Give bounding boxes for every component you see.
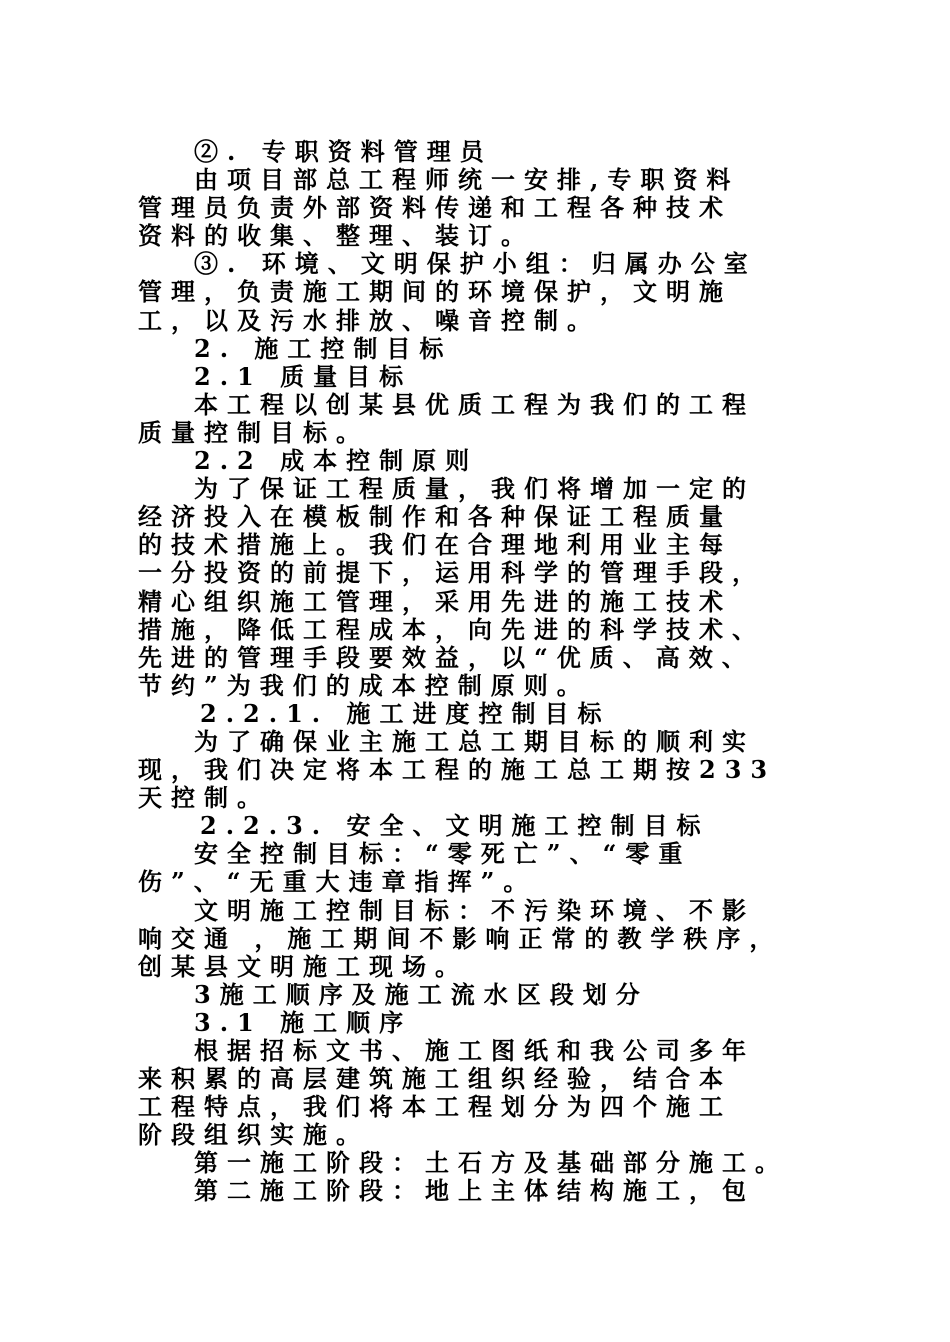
paragraph-line: 现，我们决定将本工程的施工总工期按233 [138,755,777,785]
paragraph-line: 工程特点，我们将本工程划分为四个施工 [138,1092,732,1122]
paragraph-line: 由项目部总工程师统一安排,专职资料 [194,165,740,195]
paragraph-line: 阶段组织实施。 [138,1120,369,1150]
paragraph-line: 措施，降低工程成本，向先进的科学技术、 [138,614,765,644]
paragraph-line: 质量控制目标。 [138,417,369,447]
section-heading-2-2-3: 2.2.3. 安全、文明施工控制目标 [200,811,710,841]
paragraph-line: 精心组织施工管理，采用先进的施工技术 [138,586,732,616]
paragraph-line: 响交通 ，施工期间不影响正常的教学秩序， [138,923,783,953]
paragraph-line: 来积累的高层建筑施工组织经验，结合本 [138,1064,732,1094]
paragraph-line: 资料的收集、整理、装订。 [138,221,534,251]
paragraph-line: 创某县文明施工现场。 [138,951,468,981]
heading-records-manager: ②. 专职资料管理员 [194,137,493,166]
section-heading-2-2: 2.2 成本控制原则 [194,446,479,476]
paragraph-line: 管理员负责外部资料传递和工程各种技术 [138,193,732,223]
document-body [138,138,838,1206]
heading-environment-group: ③. 环境、文明保护小组：归属办公室 [194,249,757,279]
paragraph-line: 第二施工阶段：地上主体结构施工，包 [194,1176,755,1206]
paragraph-line: 节约”为我们的成本控制原则。 [138,670,590,700]
paragraph-line: 为了保证工程质量，我们将增加一定的 [194,474,755,504]
paragraph-line: 为了确保业主施工总工期目标的顺利实 [194,726,755,756]
paragraph-line: 第一施工阶段：土石方及基础部分施工。 [194,1148,788,1178]
paragraph-line: 伤”、“无重大违章指挥”。 [138,867,537,897]
section-heading-2: 2. 施工控制目标 [194,333,453,363]
paragraph-line: 工，以及污水排放、噪音控制。 [138,305,600,335]
paragraph-line: 的技术措施上。我们在合理地利用业主每 [138,530,732,560]
section-heading-3-1: 3.1 施工顺序 [194,1007,413,1037]
paragraph-line: 一分投资的前提下，运用科学的管理手段， [138,558,765,588]
paragraph-line: 本工程以创某县优质工程为我们的工程 [194,389,755,419]
paragraph-line: 经济投入在模板制作和各种保证工程质量 [138,502,732,532]
section-heading-2-1: 2.1 质量目标 [194,361,413,391]
section-heading-3: 3施工顺序及施工流水区段划分 [194,979,649,1009]
paragraph-line: 安全控制目标：“零死亡”、“零重 [194,839,692,869]
section-heading-2-2-1: 2.2.1. 施工进度控制目标 [200,698,611,728]
paragraph-line: 根据招标文书、施工图纸和我公司多年 [194,1036,755,1065]
paragraph-line: 先进的管理手段要效益，以“优质、高效、 [138,642,755,672]
paragraph-line: 天控制。 [138,783,270,813]
paragraph-line: 管理，负责施工期间的环境保护，文明施 [138,277,732,307]
paragraph-line: 文明施工控制目标：不污染环境、不影 [194,895,755,925]
